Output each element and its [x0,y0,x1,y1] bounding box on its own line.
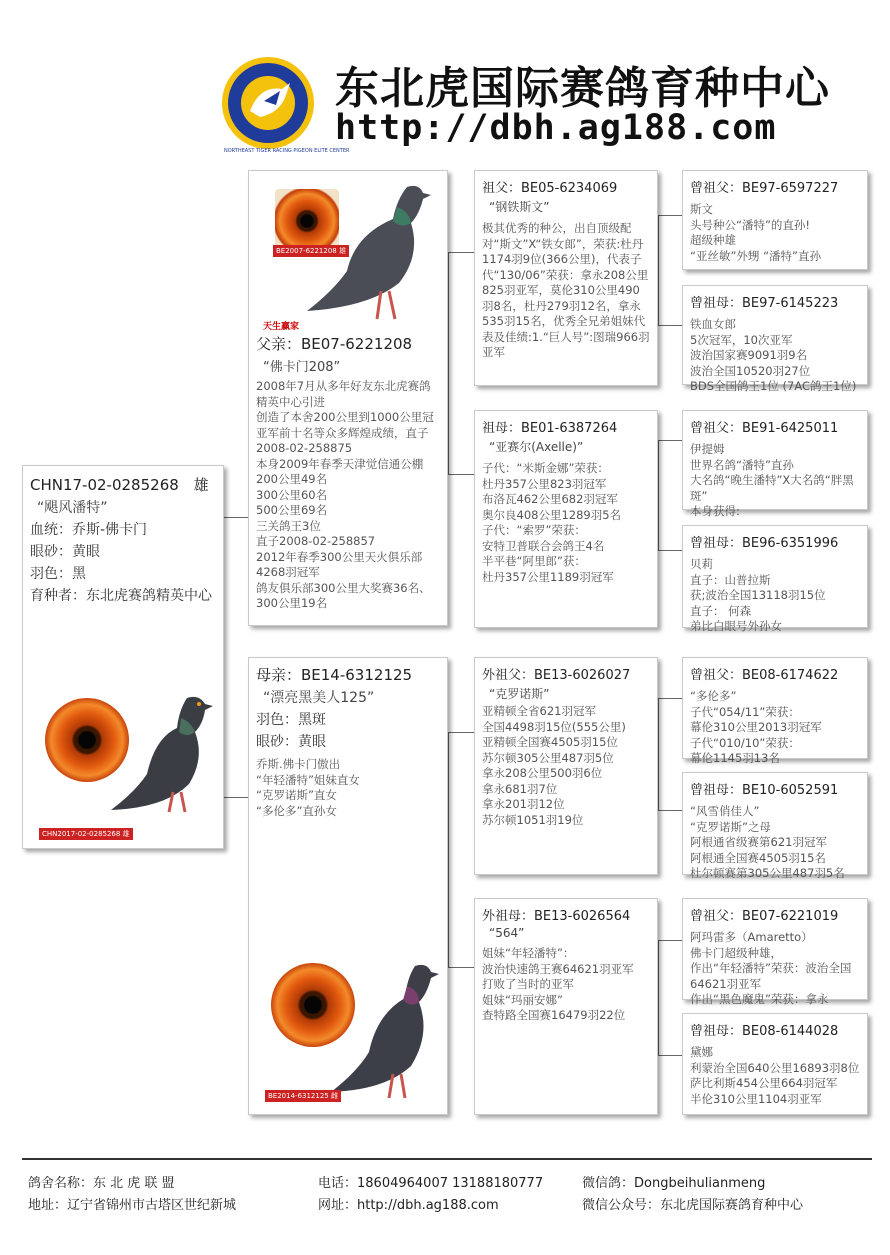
granddam-maternal-body [475,940,657,1024]
body-line: “风雪俏佳人” [690,804,760,818]
center-title: 东北虎国际赛鸽育种中心 [335,63,830,114]
connector-dam-v [448,732,449,967]
grandsire-paternal-card[interactable] [474,170,658,386]
great-grandparent-card[interactable] [682,285,868,393]
sire-body [249,375,449,612]
ggp-title: 曾祖母：BE08-6144028 [690,1024,839,1039]
body-line: 杜丹357公里823羽冠军 [482,476,607,491]
body-line: 半平巷“阿里郎”获： [482,554,586,568]
sire-body-line: 本身2009年春季天津觉信通公棚200公里49名 [256,456,424,486]
sire-body-line: 创造了本舍200公里到1000公里冠亚军前十名等众多辉煌成绩，直子2008-02-258875 [256,410,434,455]
body-line: BDS全国鸽王1位 (7AC鸽王1位) [690,379,857,393]
granddam-maternal-title: 外祖母：BE13-6026564 [482,909,631,924]
body-line: 弟比白眼号外孙女 [690,619,782,633]
body-line: 本身获得: [690,504,740,518]
footer-divider [22,1158,872,1160]
dam-photo-label: BE2014-6312125 雌 [265,1090,341,1102]
footer-website[interactable]: 网址：http://dbh.ag188.com [318,1198,499,1213]
footer-wechat: 微信鸽：Dongbeihulianmeng [582,1176,766,1191]
ggp-title: 曾祖父：BE97-6597227 [690,181,839,196]
footer-phone[interactable]: 电话：18604964007 13188180777 [318,1176,544,1191]
body-line: 作出“年轻潘特”荣获：波治全国64621羽亚军 [690,961,852,991]
subject-line: 眼砂：黄眼 [30,544,100,560]
body-line: 阿根通全国赛4505羽15名 [690,850,826,865]
connector-subject-dam [224,797,248,798]
sire-name: “佛卡门208” [263,360,341,375]
footer-address: 地址：辽宁省锦州市古塔区世纪新城 [28,1198,237,1213]
sire-photo-label: BE2007-6221208 雄 [273,245,349,257]
granddam-paternal-body [475,455,657,585]
granddam-paternal-card[interactable] [474,410,658,628]
sire-body-line: 鸽友俱乐部300公里大奖赛36名、300公里19名 [256,580,431,610]
grandsire-maternal-title: 外祖父：BE13-6026027 [482,668,631,683]
body-line: “克罗诺斯”之母 [690,819,771,834]
ggp-body [683,798,867,882]
dam-name: “漂亮黑美人125” [263,690,375,706]
connector-sire-gd [448,474,474,475]
grandsire-paternal-body: 极其优秀的种公，出自顶级配对“斯文”X“铁女郎”，荣获:杜丹1174羽9位(366公里)，代表子代“130/06”荣获：拿永208公里825羽亚军，莫伦310公里490羽8名，杜丹279羽12名，拿永535羽15名，优秀全兄弟姐妹代表及佳绩:1.“巨人号”:图瑞966羽亚军 [482,221,650,359]
body-line: 斯文 [690,202,713,216]
body-line: 苏尔顿1051羽19位 [482,812,584,827]
connector-sire-gs [448,252,474,253]
connector-subject [224,517,248,518]
body-line: 直子：山普拉斯 [690,572,771,587]
dam-body-line: 乔斯.佛卡门傲出 [256,757,341,771]
body-line: 5次冠军，10次亚军 [690,332,793,347]
center-url[interactable]: http://dbh.ag188.com [335,108,777,148]
sire-card[interactable] [248,170,448,626]
body-line: 阿玛雷多（Amaretto） [690,930,813,944]
connector-mgd-v [658,940,659,1055]
ggp-title: 曾祖母：BE96-6351996 [690,536,839,551]
body-line: 查特路全国赛16479羽22位 [482,1008,626,1022]
dam-body-line: “年轻潘特”姐妹直女 [256,772,360,787]
connector-mgs-v [658,698,659,810]
body-line: 子代：“索罗”荣获： [482,523,586,537]
subject-line: 羽色：黑 [30,566,86,582]
body-line: 波治全国10520羽27位 [690,363,811,378]
ggp-body [683,311,867,395]
subject-ring: CHN17-02-0285268 [30,476,179,494]
connector-mgs-a [658,698,682,699]
ggp-title: 曾祖父：BE07-6221019 [690,909,839,924]
body-line: 作出“黑色魔鬼”荣获：拿永 [690,992,829,1006]
ggp-body [683,551,867,635]
logo-ring-text: NORTHEAST TIGER RACING PIGEON ELITE CENTER [224,148,350,154]
footer-wechat-public: 微信公众号：东北虎国际赛鸽育种中心 [582,1198,804,1213]
body-line: 黛娜 [690,1045,713,1059]
grandsire-maternal-body [475,702,657,828]
sire-body-line: 2008年7月从多年好友东北虎赛鸽精英中心引进 [256,379,431,409]
connector-gs1-v [658,215,659,325]
body-line: 超级种雄 [690,233,736,247]
body-line: 铁血女郎 [690,317,736,331]
granddam-paternal-title: 祖母：BE01-6387264 [482,421,618,436]
sire-logo-text: 天生赢家 [263,322,300,332]
subject-card[interactable] [22,465,224,849]
dam-body [249,751,447,819]
body-line: 阿根通省级赛第621羽冠军 [690,835,827,849]
body-line: 打败了当时的亚军 [482,977,574,991]
great-grandparent-card[interactable] [682,525,868,633]
connector-dam-mgs [448,732,474,733]
ggp-title: 曾祖父：BE08-6174622 [690,668,839,683]
body-line: 布洛瓦462公里682羽冠军 [482,492,618,506]
sire-body-line: 500公里69名 [256,503,328,517]
body-line: 获;波治全国13118羽15位 [690,588,826,602]
body-line: 世界名鸽“潘特”直孙 [690,457,794,472]
subject-line: 血统：乔斯-佛卡门 [30,522,148,538]
body-line: 奥尔良408公里1289羽5名 [482,507,622,522]
sire-body-line: 三关鸽王3位 [256,518,321,533]
body-line: 杜丹357公里1189羽冠军 [482,569,614,584]
pigeon-photo [95,688,223,818]
body-line: “多伦多” [690,689,737,703]
grandsire-paternal-name: “钢铁斯文” [489,200,550,214]
ggp-title: 曾祖父：BE91-6425011 [690,421,839,436]
body-line: 利蒙治全国640公里16893羽8位 [690,1060,860,1075]
subject-sex: 雄 [193,476,209,494]
connector-gd1-v [658,440,659,550]
ggp-title: 曾祖母：BE97-6145223 [690,296,839,311]
granddam-paternal-name: “亚赛尔(Axelle)” [489,440,584,454]
logo-emblem [220,55,316,151]
body-line: 贝莉 [690,557,713,571]
body-line: 全国4498羽15位(555公里) [482,719,626,734]
body-line: 大名鸽“晚生潘特”X大名鸽“胖黑斑” [690,473,854,503]
body-line: 拿永681羽7位 [482,781,558,796]
great-grandparent-card[interactable] [682,1013,868,1115]
sire-body-line: 2012年春季300公里天火俱乐部4268羽冠军 [256,549,423,579]
body-line: 拿永208公里500羽6位 [482,766,603,780]
sire-body-line: 直子2008-02-258857 [256,534,376,548]
body-line: 波治国家赛9091羽9名 [690,348,808,362]
great-grandparent-card[interactable] [682,657,868,765]
pigeon-photo [289,179,439,329]
body-line: 波治快速鸽王赛64621羽亚军 [482,961,634,976]
body-line: 姐妹“玛丽安娜” [482,992,563,1007]
pigeon-photo [319,956,447,1106]
body-line: 子代“054/11”荣获： [690,704,800,719]
great-grandparent-card[interactable] [682,772,868,880]
body-line: “亚丝敏”外甥 “潘特”直孙 [690,248,821,263]
body-line: 萨比利斯454公里664羽冠军 [690,1076,838,1090]
connector-dam-mgd [448,967,474,968]
body-line: 拿永201羽12位 [482,797,565,811]
body-line: 亚精顿全省621羽冠军 [482,704,596,718]
body-line: 幕伦310公里2013羽冠军 [690,720,822,734]
connector-mgd-b [658,1055,682,1056]
ggp-body [683,196,867,264]
great-grandparent-card[interactable] [682,170,868,270]
great-grandparent-card[interactable] [682,898,868,1006]
dam-card[interactable] [248,657,448,1115]
sire-body-line: 300公里60名 [256,487,328,502]
grandsire-paternal-title: 祖父：BE05-6234069 [482,181,618,196]
body-line: 幕伦1145羽13名 [690,751,780,765]
body-line: 伊提姆 [690,442,725,456]
dam-line: 羽色：黑斑 [256,712,326,728]
connector-mgs-b [658,810,682,811]
connector-gs1-b [658,325,682,326]
body-line: 子代：“米斯金娜”荣获： [482,461,609,475]
subject-name: “飓风潘特” [37,500,108,516]
connector-gd1-a [658,440,682,441]
footer-loft: 鸽舍名称：东 北 虎 联 盟 [28,1176,175,1191]
body-line: 安特卫普联合会鸽王4名 [482,538,605,553]
dam-line: 眼砂：黄眼 [256,734,326,750]
subject-photo-label: CHN2017-02-0285268 雄 [39,828,133,840]
ggp-body [683,436,867,520]
subject-line: 育种者：东北虎赛鸽精英中心 [30,588,212,604]
dam-title: 母亲：BE14-6312125 [256,666,413,684]
dam-body-line: “克罗诺斯”直女 [256,788,337,802]
body-line: 苏尔顿305公里487羽5位 [482,750,614,765]
connector-gs1-a [658,215,682,216]
great-grandparent-card[interactable] [682,410,868,518]
dam-body-line: “多伦多”直孙女 [256,803,337,818]
body-line: 直子： 何森 [690,603,752,618]
body-line: 姐妹“年轻潘特”： [482,946,575,960]
body-line: 杜尔顿赛第305公里487羽5名 [690,866,845,880]
granddam-maternal-card[interactable] [474,898,658,1115]
ggp-body [683,924,867,1008]
sire-title: 父亲：BE07-6221208 [256,335,413,353]
granddam-maternal-name: “564” [489,926,525,940]
body-line: 子代“010/10”荣获： [690,735,800,750]
ggp-title: 曾祖母：BE10-6052591 [690,783,839,798]
grandsire-maternal-name: “克罗诺斯” [489,687,550,701]
body-line: 头号种公“潘特”的直孙! [690,217,811,232]
body-line: 亚精顿全国赛4505羽15位 [482,735,618,749]
connector-mgd-a [658,940,682,941]
body-line: 半伦310公里1104羽亚军 [690,1091,822,1106]
ggp-body [683,683,867,767]
connector-gd1-b [658,550,682,551]
body-line: 佛卡门超级种雄， [690,945,782,960]
header [220,40,880,160]
ggp-body [683,1039,867,1107]
grandsire-maternal-card[interactable] [474,657,658,875]
